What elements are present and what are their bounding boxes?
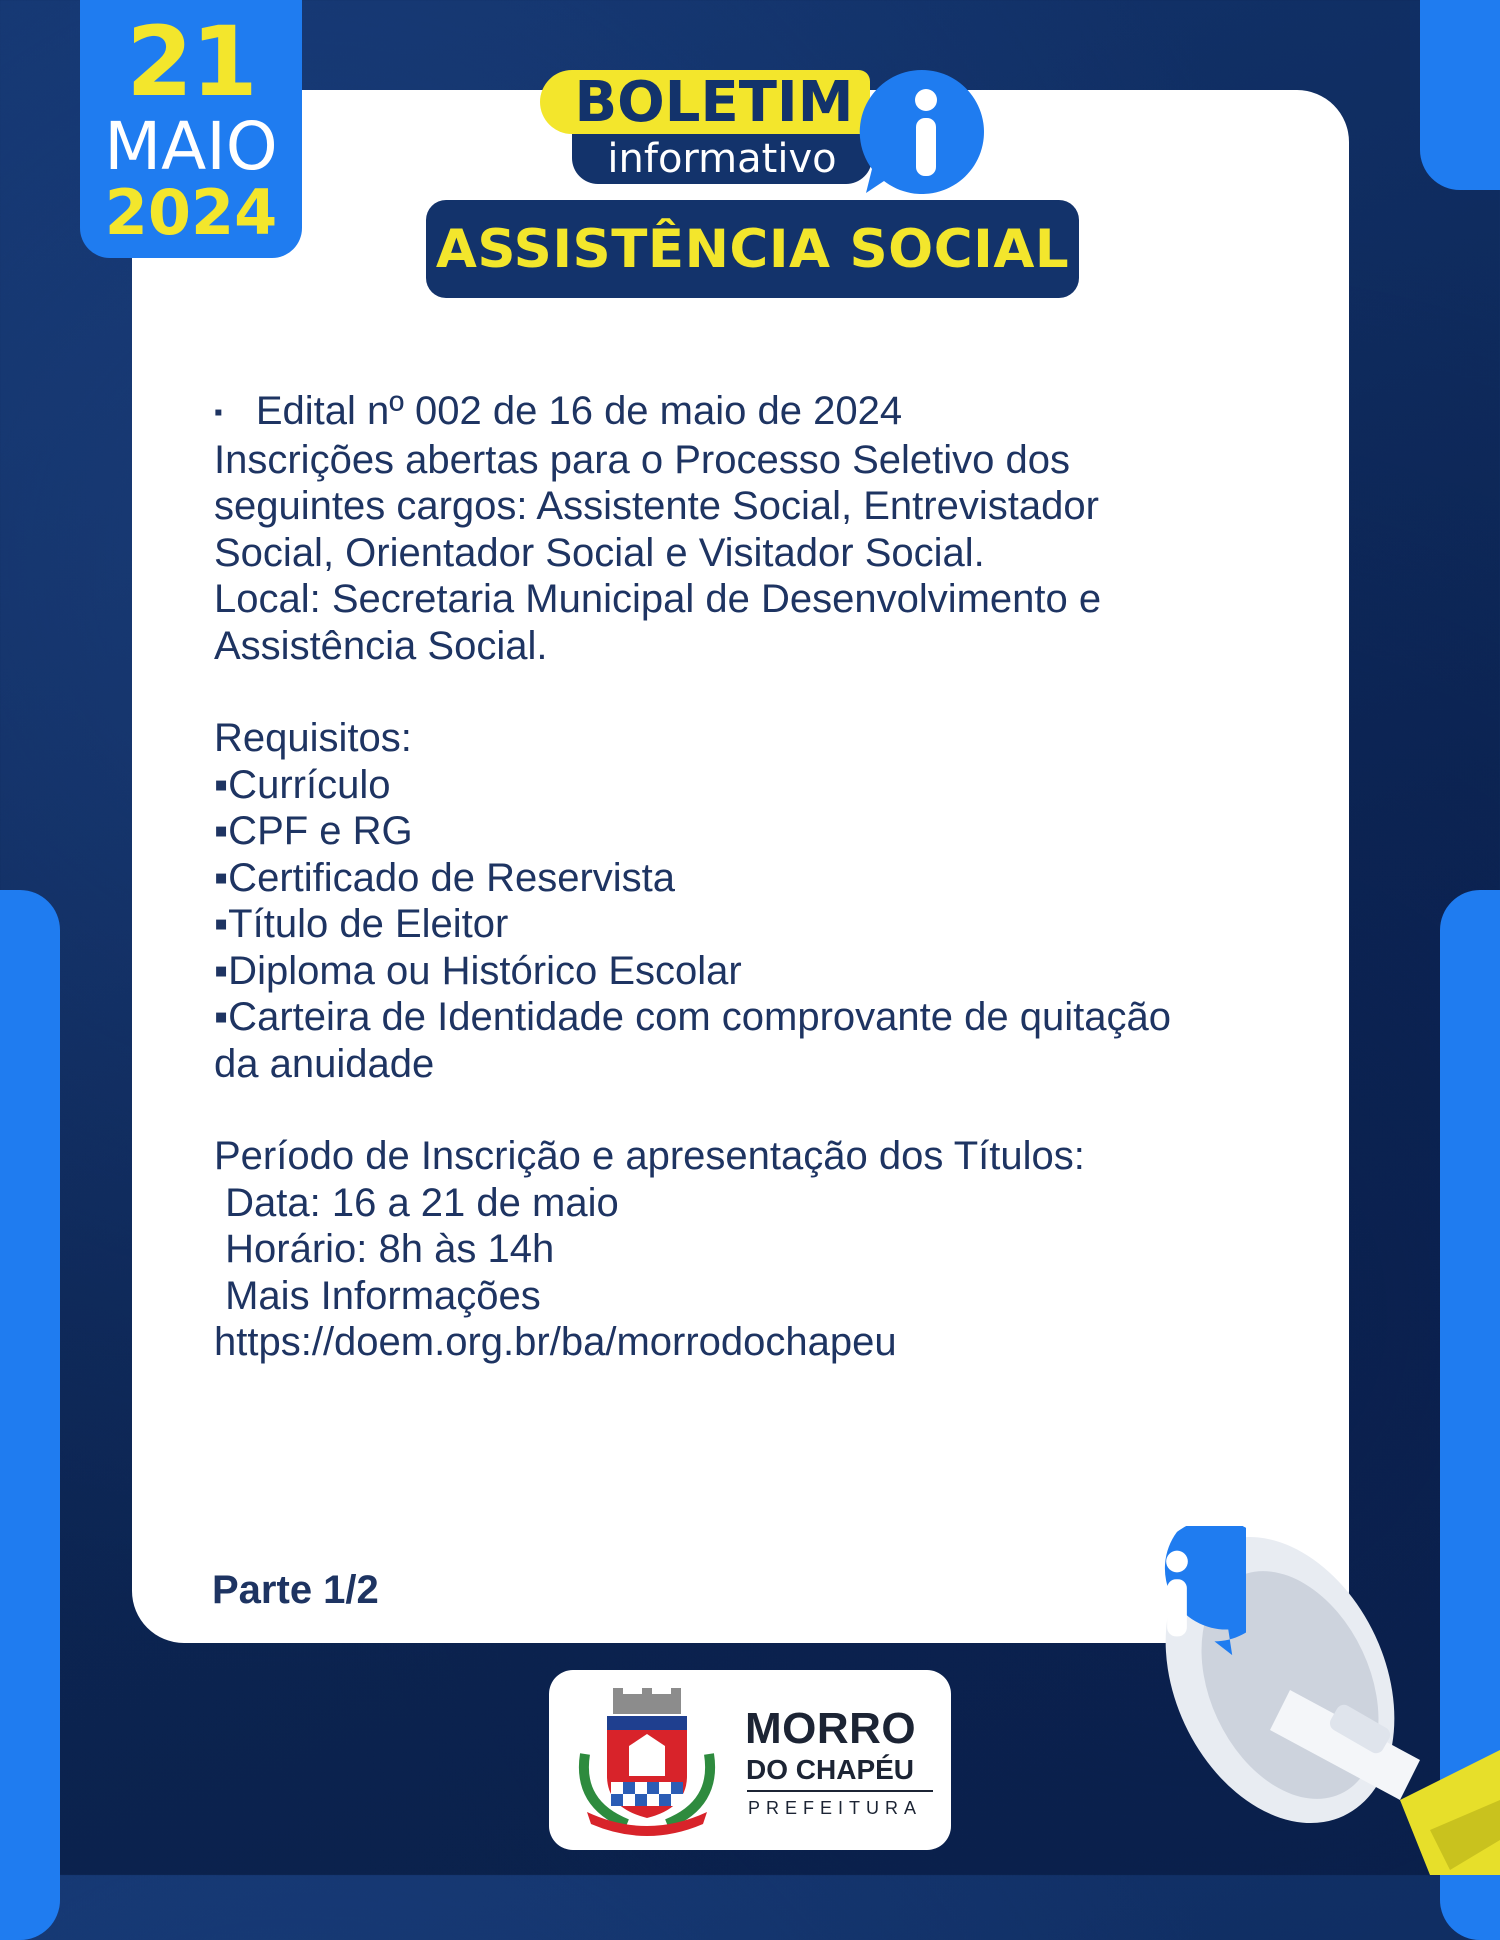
logo-do-chapeu: DO CHAPÉU xyxy=(746,1754,915,1785)
intro-line: Local: Secretaria Municipal de Desenvolvimento e xyxy=(214,577,1102,622)
right-top-accent-bar xyxy=(1420,0,1500,190)
info-bubble-icon xyxy=(1108,1526,1246,1664)
date-day: 21 xyxy=(126,6,256,118)
page-part-label: Parte 1/2 xyxy=(212,1568,379,1612)
date-month: MAIO xyxy=(104,108,278,185)
info-link[interactable]: https://doem.org.br/ba/morrodochapeu xyxy=(214,1320,897,1365)
requisito-item: ▪Certificado de Reservista xyxy=(214,855,676,900)
mais-informacoes: Mais Informações xyxy=(214,1273,541,1318)
intro-line: Inscrições abertas para o Processo Seletivo dos xyxy=(214,437,1070,482)
boletim-badge xyxy=(540,70,870,134)
announcement-body xyxy=(214,388,1324,1366)
left-accent-bar xyxy=(0,890,60,1940)
intro-line: Social, Orientador Social e Visitador Social. xyxy=(214,530,985,575)
section-title-badge xyxy=(426,200,1079,298)
requisito-item: ▪Diploma ou Histórico Escolar xyxy=(214,948,742,993)
periodo-horario: Horário: 8h às 14h xyxy=(214,1227,555,1272)
periodo-title: Período de Inscrição e apresentação dos Títulos: xyxy=(214,1134,1085,1179)
intro-line: seguintes cargos: Assistente Social, Entrevistador xyxy=(214,484,1099,529)
date-tag xyxy=(80,0,302,258)
edital-line xyxy=(214,388,1324,437)
intro-line: Assistência Social. xyxy=(214,623,548,668)
logo-morro: MORRO xyxy=(745,1704,917,1753)
date-year: 2024 xyxy=(104,176,278,249)
requisito-item: ▪Título de Eleitor xyxy=(214,902,509,947)
informativo-badge xyxy=(572,134,872,184)
bullet-icon: ▪ xyxy=(214,399,223,427)
city-crest-icon xyxy=(567,1684,727,1836)
requisito-item: ▪Currículo xyxy=(214,762,391,807)
edital-text: Edital nº 002 de 16 de maio de 2024 xyxy=(255,389,903,433)
informativo-label: informativo xyxy=(607,136,837,182)
info-bubble-icon xyxy=(852,62,992,202)
requisito-item: da anuidade xyxy=(214,1041,435,1086)
logo-prefeitura: PREFEITURA xyxy=(748,1798,923,1818)
prefeitura-logo xyxy=(549,1670,951,1850)
requisitos-title: Requisitos: xyxy=(214,716,412,761)
periodo-data: Data: 16 a 21 de maio xyxy=(214,1180,619,1225)
logo-divider xyxy=(747,1790,933,1792)
section-title: ASSISTÊNCIA SOCIAL xyxy=(435,218,1070,280)
boletim-label: BOLETIM xyxy=(574,69,854,135)
requisito-item: ▪Carteira de Identidade com comprovante de quitação xyxy=(214,995,1171,1040)
requisito-item: ▪CPF e RG xyxy=(214,809,413,854)
